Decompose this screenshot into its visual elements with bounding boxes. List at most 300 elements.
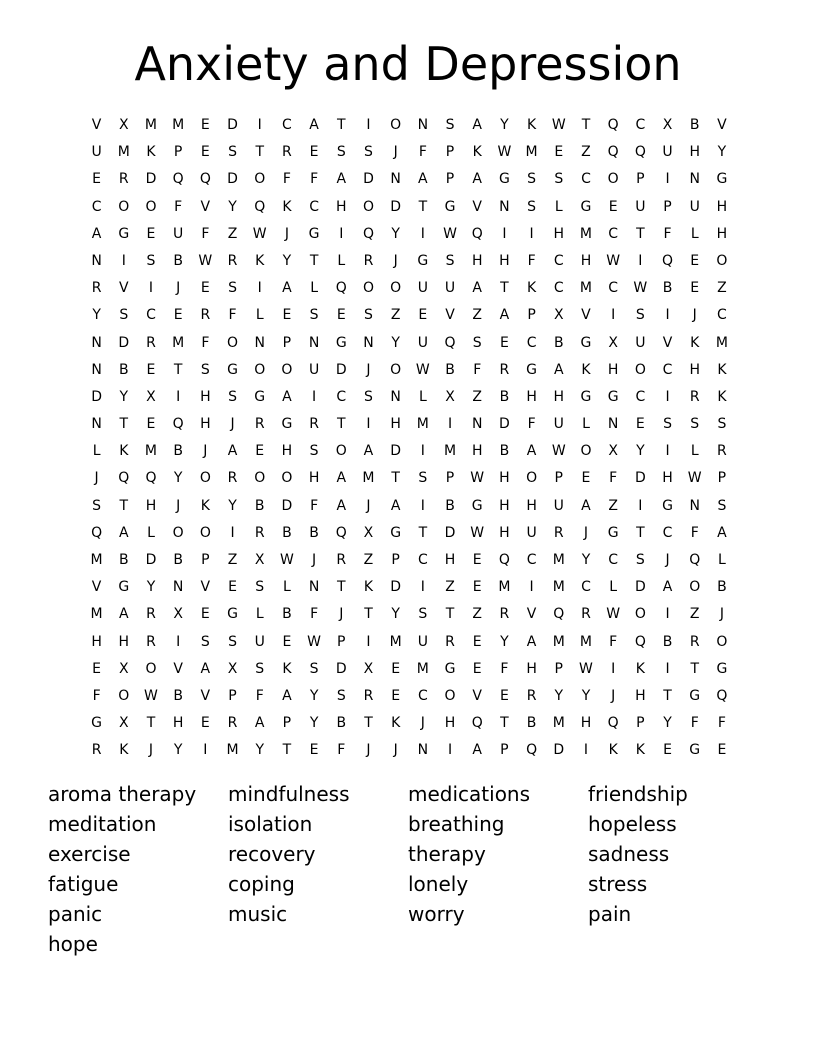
grid-letter: S	[228, 633, 237, 650]
grid-letter: I	[665, 307, 670, 324]
grid-letter: Q	[335, 280, 347, 297]
grid-letter: V	[200, 579, 211, 596]
grid-letter: M	[525, 144, 538, 161]
grid-letter: J	[611, 687, 616, 704]
grid-letter: E	[472, 579, 482, 596]
word-list-item: friendship	[588, 782, 688, 806]
grid-letter: E	[690, 252, 700, 269]
grid-letter: I	[665, 660, 670, 677]
grid-letter: T	[581, 117, 591, 133]
grid-letter: Q	[172, 416, 184, 433]
grid-letter: P	[445, 171, 455, 188]
grid-letter: F	[282, 171, 291, 188]
grid-letter: M	[144, 443, 158, 460]
grid-letter: B	[309, 524, 319, 541]
grid-letter: Y	[173, 470, 183, 487]
grid-letter: D	[227, 117, 238, 133]
grid-letter: E	[309, 742, 319, 759]
grid-letter: W	[633, 280, 648, 297]
grid-letter: O	[281, 361, 293, 378]
grid-letter: D	[553, 742, 565, 759]
grid-row	[83, 330, 736, 357]
grid-row	[83, 737, 736, 764]
grid-letter: H	[580, 252, 592, 269]
grid-letter: Z	[227, 552, 238, 568]
grid-letter: F	[228, 307, 237, 324]
grid-letter: T	[500, 280, 509, 297]
grid-letter: S	[200, 633, 210, 650]
grid-letter: S	[554, 171, 564, 188]
grid-letter: F	[690, 524, 699, 541]
grid-letter: C	[417, 687, 428, 704]
grid-letter: S	[255, 660, 265, 677]
grid-letter: R	[553, 524, 564, 541]
grid-letter: B	[118, 552, 129, 568]
grid-letter: R	[499, 606, 510, 623]
grid-letter: D	[335, 361, 347, 378]
grid-letter: F	[473, 361, 482, 378]
grid-letter: H	[662, 470, 673, 487]
grid-letter: U	[91, 144, 102, 161]
grid-row	[83, 194, 736, 221]
grid-letter: P	[554, 470, 563, 487]
grid-letter: E	[228, 579, 237, 596]
grid-letter: S	[336, 687, 346, 704]
grid-letter: O	[145, 660, 157, 677]
grid-letter: I	[529, 579, 534, 596]
grid-letter: O	[362, 198, 374, 215]
grid-letter: R	[363, 252, 374, 269]
grid-letter: K	[282, 660, 292, 677]
grid-letter: R	[717, 443, 727, 460]
grid-letter: J	[583, 524, 589, 541]
grid-letter: K	[200, 497, 210, 514]
grid-letter: B	[445, 497, 455, 514]
grid-letter: Z	[689, 606, 700, 623]
grid-letter: K	[282, 198, 292, 215]
grid-letter: Q	[335, 524, 347, 541]
grid-letter: F	[500, 660, 509, 677]
grid-letter: M	[144, 117, 158, 133]
grid-letter: B	[173, 687, 183, 704]
grid-letter: O	[390, 280, 402, 297]
grid-letter: L	[147, 524, 155, 541]
grid-row	[83, 275, 736, 302]
grid-letter: D	[390, 443, 402, 460]
grid-letter: U	[553, 416, 564, 433]
grid-row	[83, 601, 736, 628]
grid-letter: K	[527, 117, 537, 133]
grid-letter: I	[148, 280, 154, 297]
grid-letter: Q	[553, 606, 565, 623]
grid-letter: E	[663, 742, 672, 759]
grid-letter: Q	[471, 715, 483, 732]
grid-letter: P	[282, 334, 292, 351]
grid-letter: M	[416, 416, 429, 433]
grid-letter: L	[92, 443, 101, 460]
grid-letter: I	[366, 117, 371, 133]
grid-letter: H	[145, 497, 157, 514]
grid-letter: I	[638, 252, 643, 269]
grid-letter: D	[145, 552, 157, 568]
grid-letter: I	[420, 225, 425, 242]
grid-letter: L	[690, 225, 699, 242]
grid-letter: Y	[309, 715, 319, 732]
grid-letter: B	[662, 280, 673, 297]
grid-letter: I	[447, 416, 453, 433]
grid-letter: H	[499, 470, 510, 487]
grid-letter: M	[552, 552, 565, 568]
grid-letter: G	[335, 334, 347, 351]
grid-letter: O	[607, 171, 619, 188]
grid-letter: P	[500, 742, 509, 759]
grid-letter: D	[227, 171, 238, 188]
grid-letter: G	[689, 687, 701, 704]
grid-letter: N	[308, 579, 320, 596]
grid-letter: H	[553, 225, 565, 242]
grid-letter: P	[445, 144, 455, 161]
word-list-item: recovery	[228, 842, 316, 866]
grid-letter: K	[255, 252, 265, 269]
grid-letter: X	[445, 388, 455, 405]
grid-letter: G	[498, 171, 510, 188]
grid-letter: L	[283, 579, 291, 596]
grid-letter: K	[717, 388, 727, 405]
grid-letter: D	[499, 416, 510, 433]
grid-letter: G	[444, 660, 456, 677]
grid-letter: Z	[472, 606, 483, 623]
grid-letter: T	[337, 117, 346, 133]
word-list-item: breathing	[408, 812, 505, 836]
grid-letter: Y	[391, 225, 400, 242]
word-list-item: music	[228, 902, 288, 926]
grid-letter: C	[581, 171, 591, 188]
grid-letter: E	[146, 361, 156, 378]
letter-grid	[83, 112, 736, 765]
grid-letter: S	[146, 252, 156, 269]
grid-letter: X	[363, 524, 374, 541]
grid-letter: H	[91, 633, 102, 650]
grid-letter: D	[634, 470, 646, 487]
grid-letter: H	[200, 388, 211, 405]
grid-letter: O	[716, 252, 728, 269]
grid-letter: Q	[607, 715, 619, 732]
grid-letter: A	[254, 715, 265, 732]
grid-letter: E	[146, 225, 156, 242]
grid-letter: S	[336, 144, 346, 161]
grid-letter: M	[498, 579, 511, 596]
grid-letter: J	[665, 552, 670, 568]
grid-letter: C	[91, 198, 102, 215]
grid-letter: L	[255, 606, 264, 623]
grid-letter: X	[608, 334, 618, 351]
grid-letter: E	[499, 687, 509, 704]
grid-letter: S	[228, 144, 237, 161]
grid-letter: H	[499, 497, 510, 514]
grid-letter: U	[417, 280, 428, 297]
grid-letter: L	[418, 388, 427, 405]
grid-letter: T	[636, 225, 645, 242]
grid-letter: B	[282, 606, 292, 623]
grid-letter: A	[118, 524, 129, 541]
grid-letter: I	[176, 388, 181, 405]
grid-letter: V	[200, 198, 211, 215]
grid-letter: E	[690, 280, 700, 297]
grid-row	[83, 139, 736, 166]
grid-letter: S	[418, 470, 428, 487]
grid-letter: G	[227, 606, 238, 623]
grid-letter: S	[228, 388, 237, 405]
grid-row	[83, 465, 736, 492]
grid-letter: V	[581, 307, 591, 324]
grid-letter: Y	[581, 552, 591, 568]
word-list-item: aroma therapy	[48, 782, 197, 806]
grid-letter: O	[526, 470, 538, 487]
grid-letter: M	[362, 470, 375, 487]
grid-letter: P	[282, 715, 292, 732]
grid-letter: Z	[363, 552, 374, 568]
grid-letter: F	[310, 171, 319, 188]
word-column	[228, 779, 408, 959]
grid-letter: D	[390, 198, 402, 215]
grid-letter: S	[635, 552, 645, 568]
grid-letter: X	[118, 117, 129, 133]
grid-letter: H	[444, 552, 456, 568]
grid-letter: T	[690, 660, 699, 677]
word-list-item: worry	[408, 902, 465, 926]
grid-letter: T	[337, 579, 346, 596]
grid-letter: R	[146, 606, 156, 623]
grid-letter: D	[444, 524, 456, 541]
grid-letter: A	[418, 171, 428, 188]
grid-letter: I	[420, 579, 425, 596]
grid-letter: I	[611, 660, 616, 677]
grid-letter: S	[445, 117, 455, 133]
grid-letter: J	[284, 225, 289, 242]
grid-letter: D	[118, 334, 130, 351]
grid-letter: E	[200, 117, 210, 133]
grid-letter: R	[689, 388, 700, 405]
grid-row	[83, 384, 736, 411]
grid-letter: P	[228, 687, 237, 704]
grid-row	[83, 629, 736, 656]
grid-letter: R	[445, 633, 455, 650]
grid-letter: Y	[119, 388, 129, 405]
grid-letter: N	[689, 497, 700, 514]
grid-letter: G	[607, 524, 619, 541]
grid-letter: W	[687, 470, 702, 487]
grid-letter: B	[499, 388, 510, 405]
grid-letter: S	[527, 198, 537, 215]
grid-letter: N	[689, 171, 700, 188]
grid-letter: B	[445, 361, 455, 378]
word-column	[48, 779, 228, 959]
grid-letter: S	[445, 252, 455, 269]
grid-letter: U	[254, 633, 265, 650]
grid-letter: Y	[636, 443, 645, 460]
grid-letter: Q	[444, 334, 456, 351]
grid-letter: R	[499, 361, 510, 378]
word-list-item: exercise	[48, 842, 131, 866]
grid-letter: R	[227, 470, 238, 487]
grid-letter: I	[420, 497, 425, 514]
grid-letter: O	[335, 443, 347, 460]
grid-letter: N	[417, 742, 429, 759]
grid-letter: E	[92, 660, 102, 677]
grid-letter: O	[390, 361, 402, 378]
grid-letter: W	[551, 443, 566, 460]
grid-letter: G	[308, 225, 320, 242]
grid-letter: T	[445, 606, 455, 623]
grid-row	[83, 248, 736, 275]
grid-letter: N	[390, 171, 401, 188]
grid-letter: X	[118, 715, 129, 732]
grid-letter: M	[226, 742, 239, 759]
grid-letter: S	[309, 660, 319, 677]
grid-letter: J	[148, 742, 154, 759]
grid-letter: I	[447, 742, 453, 759]
grid-letter: E	[554, 144, 564, 161]
grid-letter: B	[254, 497, 265, 514]
grid-letter: W	[470, 524, 485, 541]
grid-letter: F	[609, 633, 618, 650]
grid-letter: U	[417, 633, 428, 650]
grid-letter: S	[92, 497, 102, 514]
grid-letter: M	[90, 606, 103, 623]
grid-letter: N	[363, 334, 374, 351]
grid-letter: S	[472, 334, 482, 351]
grid-row	[83, 683, 736, 710]
grid-letter: C	[526, 334, 537, 351]
grid-letter: B	[173, 552, 183, 568]
grid-letter: N	[254, 334, 265, 351]
grid-letter: A	[363, 443, 374, 460]
grid-letter: T	[119, 497, 129, 514]
grid-letter: F	[174, 198, 183, 215]
grid-letter: U	[308, 361, 320, 378]
grid-letter: C	[146, 307, 156, 324]
grid-letter: E	[309, 144, 319, 161]
grid-letter: S	[663, 416, 672, 433]
grid-letter: K	[581, 361, 591, 378]
grid-letter: J	[393, 144, 398, 161]
grid-letter: C	[635, 388, 646, 405]
grid-letter: F	[310, 497, 319, 514]
grid-letter: U	[526, 524, 537, 541]
grid-letter: F	[418, 144, 427, 161]
grid-row	[83, 520, 736, 547]
grid-letter: Y	[309, 687, 319, 704]
grid-letter: S	[527, 171, 537, 188]
grid-letter: E	[200, 715, 210, 732]
grid-letter: Y	[92, 307, 101, 324]
grid-letter: H	[526, 660, 537, 677]
grid-letter: R	[254, 524, 265, 541]
grid-letter: K	[391, 715, 401, 732]
grid-letter: Q	[498, 552, 510, 568]
grid-row	[83, 357, 736, 384]
grid-letter: R	[282, 144, 292, 161]
grid-letter: S	[228, 280, 237, 297]
grid-letter: Q	[634, 144, 646, 161]
grid-letter: Z	[445, 579, 455, 596]
grid-letter: W	[415, 361, 430, 378]
grid-letter: Z	[717, 280, 727, 297]
grid-letter: M	[416, 660, 429, 677]
grid-letter: O	[199, 470, 211, 487]
grid-letter: H	[281, 443, 293, 460]
grid-letter: C	[717, 307, 727, 324]
grid-letter: R	[91, 280, 102, 297]
grid-letter: S	[309, 443, 319, 460]
grid-letter: R	[363, 687, 374, 704]
grid-letter: G	[417, 252, 429, 269]
grid-letter: S	[717, 497, 727, 514]
grid-letter: Z	[581, 144, 591, 161]
grid-letter: Z	[390, 307, 401, 324]
grid-letter: F	[609, 470, 618, 487]
grid-letter: W	[497, 144, 512, 161]
grid-letter: P	[173, 144, 183, 161]
grid-letter: H	[526, 388, 537, 405]
grid-letter: O	[580, 443, 592, 460]
grid-letter: K	[119, 742, 129, 759]
grid-letter: E	[200, 606, 210, 623]
grid-letter: Q	[689, 552, 701, 568]
grid-letter: G	[390, 524, 402, 541]
grid-letter: V	[472, 198, 482, 215]
grid-letter: Y	[391, 606, 400, 623]
grid-letter: I	[257, 280, 262, 297]
grid-letter: D	[91, 388, 102, 405]
word-list-item: coping	[228, 872, 295, 896]
grid-letter: E	[200, 280, 210, 297]
grid-letter: T	[146, 715, 156, 732]
grid-letter: K	[690, 334, 700, 351]
word-list-item: stress	[588, 872, 648, 896]
grid-letter: H	[336, 198, 347, 215]
grid-letter: S	[418, 606, 428, 623]
grid-letter: A	[282, 687, 292, 704]
grid-letter: F	[92, 687, 101, 704]
grid-letter: O	[145, 198, 157, 215]
grid-letter: A	[282, 388, 292, 405]
grid-letter: G	[281, 416, 293, 433]
grid-letter: J	[176, 497, 181, 514]
grid-letter: G	[254, 388, 266, 405]
grid-letter: P	[636, 715, 645, 732]
grid-letter: O	[199, 524, 211, 541]
grid-letter: R	[146, 334, 156, 351]
grid-letter: Z	[472, 307, 483, 324]
grid-letter: A	[472, 117, 482, 133]
grid-letter: F	[337, 742, 346, 759]
grid-letter: S	[690, 416, 700, 433]
grid-letter: G	[580, 388, 592, 405]
grid-letter: N	[417, 117, 429, 133]
grid-letter: A	[662, 579, 673, 596]
grid-letter: N	[308, 334, 320, 351]
grid-letter: U	[689, 198, 700, 215]
grid-letter: N	[172, 579, 184, 596]
grid-letter: O	[227, 334, 239, 351]
grid-letter: O	[254, 171, 266, 188]
grid-letter: V	[717, 117, 727, 133]
grid-letter: Y	[173, 742, 183, 759]
grid-letter: H	[471, 252, 483, 269]
grid-letter: C	[553, 280, 564, 297]
grid-letter: H	[635, 687, 646, 704]
